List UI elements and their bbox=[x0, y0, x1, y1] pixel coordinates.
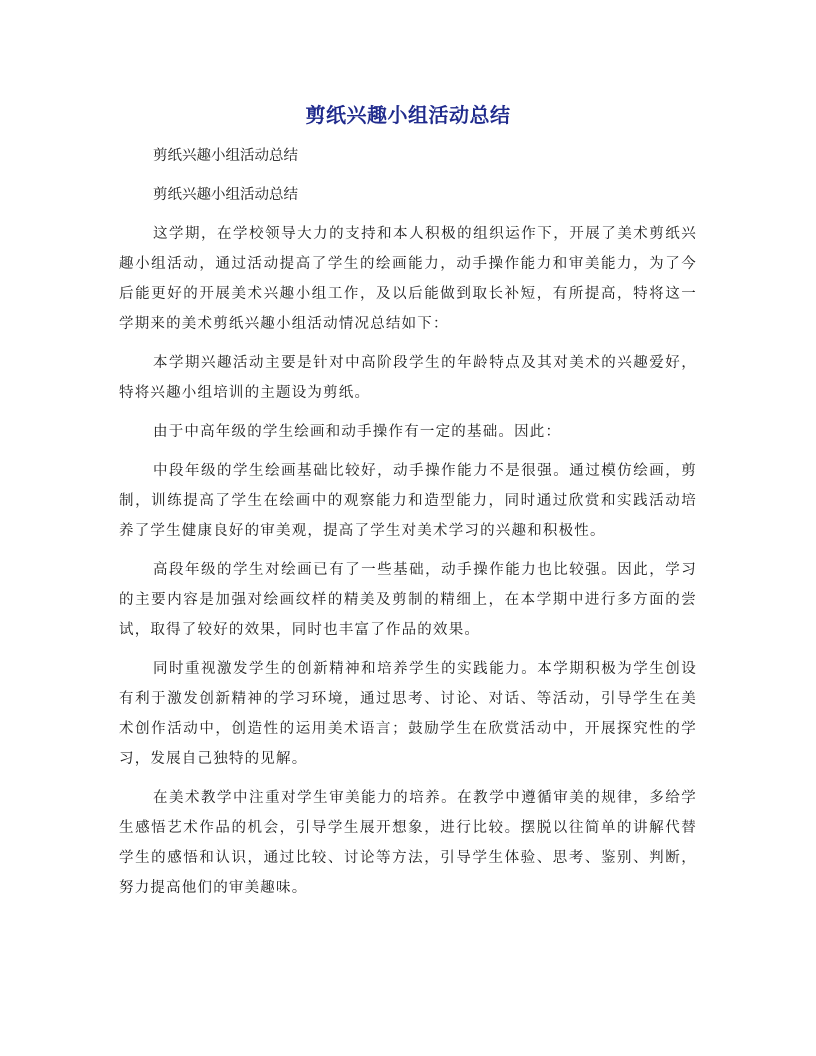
paragraph: 中段年级的学生绘画基础比较好，动手操作能力不是很强。通过模仿绘画，剪制，训练提高了学生在绘画中的观察能力和造型能力，同时通过欣赏和实践活动培养了学生健康良好的审美观，提高了学生对美术学习的兴趣和积极性。 bbox=[119, 463, 697, 539]
document-subtitle: 剪纸兴趣小组活动总结 bbox=[153, 148, 298, 164]
paragraph: 同时重视激发学生的创新精神和培养学生的实践能力。本学期积极为学生创设有利于激发创新精神的学习环境，通过思考、讨论、对话、等活动，引导学生在美术创作活动中，创造性的运用美术语言；鼓励学生在欣赏活动中，开展探究性的学习，发展自己独特的见解。 bbox=[119, 661, 697, 767]
paragraph: 这学期，在学校领导大力的支持和本人积极的组织运作下，开展了美术剪纸兴趣小组活动，通过活动提高了学生的绘画能力，动手操作能力和审美能力，为了今后能更好的开展美术兴趣小组工作，及以后能做到取长补短，有所提高，特将这一学期来的美术剪纸兴趣小组活动情况总结如下： bbox=[119, 226, 697, 332]
paragraph: 由于中高年级的学生绘画和动手操作有一定的基础。因此： bbox=[153, 424, 562, 440]
paragraph: 本学期兴趣活动主要是针对中高阶段学生的年龄特点及其对美术的兴趣爱好，特将兴趣小组培训的主题设为剪纸。 bbox=[119, 355, 697, 401]
document-page bbox=[119, 100, 697, 912]
document-subtitle: 剪纸兴趣小组活动总结 bbox=[153, 187, 298, 203]
document-title: 剪纸兴趣小组活动总结 bbox=[305, 103, 511, 127]
paragraph: 高段年级的学生对绘画已有了一些基础，动手操作能力也比较强。因此，学习的主要内容是加强对绘画纹样的精美及剪制的精细上，在本学期中进行多方面的尝试，取得了较好的效果，同时也丰富了作品的效果。 bbox=[119, 562, 697, 638]
paragraph: 在美术教学中注重对学生审美能力的培养。在教学中遵循审美的规律，多给学生感悟艺术作品的机会，引导学生展开想象，进行比较。摆脱以往简单的讲解代替学生的感悟和认识，通过比较、讨论等方法，引导学生体验、思考、鉴别、判断，努力提高他们的审美趣味。 bbox=[119, 790, 697, 896]
